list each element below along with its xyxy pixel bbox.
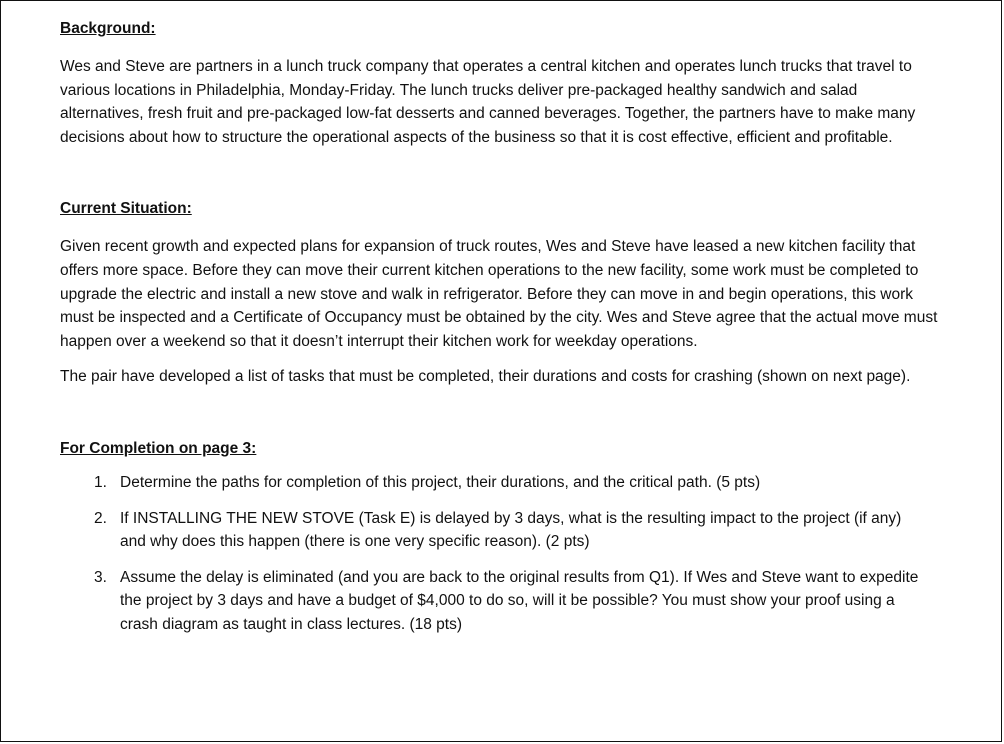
question-text: If INSTALLING THE NEW STOVE (Task E) is delayed by 3 days, what is the resulting impact to the project (if any) and why does this happen (there is one very specific reason). (2 pts) <box>120 509 902 551</box>
question-text: Determine the paths for completion of this project, their durations, and the critical path. (5 pts) <box>120 473 761 491</box>
background-paragraph: Wes and Steve are partners in a lunch truck company that operates a central kitchen and operates lunch trucks that travel to various locations in Philadelphia, Monday-Friday. The lunch trucks deliver pre-packaged healthy sandwich and salad alternatives, fresh fruit and pre-packaged low-fat desserts and canned beverages. Together, the partners have to make many decisions about how to structure the operational aspects of the business so that it is cost effective, efficient and profitable. <box>60 58 916 146</box>
question-number: 1. <box>94 473 107 491</box>
document-content <box>60 19 940 649</box>
question-item <box>60 566 940 637</box>
question-list <box>60 471 940 637</box>
question-number: 2. <box>94 509 107 527</box>
background-heading: Background: <box>60 20 156 37</box>
question-text: Assume the delay is eliminated (and you are back to the original results from Q1). If Wes and Steve want to expedite the project by 3 days and have a budget of $4,000 to do so, will it be possible? You must show your proof using a crash diagram as taught in class lectures. (18 pts) <box>120 568 919 633</box>
current-situation-paragraph-2: The pair have developed a list of tasks that must be completed, their durations and costs for crashing (shown on next page). <box>60 368 911 386</box>
question-item <box>60 471 940 495</box>
current-situation-paragraph-1: Given recent growth and expected plans for expansion of truck routes, Wes and Steve have leased a new kitchen facility that offers more space. Before they can move their current kitchen operations to the new facility, some work must be completed to upgrade the electric and install a new stove and walk in refrigerator. Before they can move in and begin operations, this work must be inspected and a Certificate of Occupancy must be obtained by the city. Wes and Steve agree that the actual move must happen over a weekend so that it doesn’t interrupt their kitchen work for weekday operations. <box>60 238 938 350</box>
question-item <box>60 507 940 554</box>
completion-heading: For Completion on page 3: <box>60 439 257 457</box>
current-situation-heading: Current Situation: <box>60 200 192 218</box>
question-number: 3. <box>94 568 107 586</box>
